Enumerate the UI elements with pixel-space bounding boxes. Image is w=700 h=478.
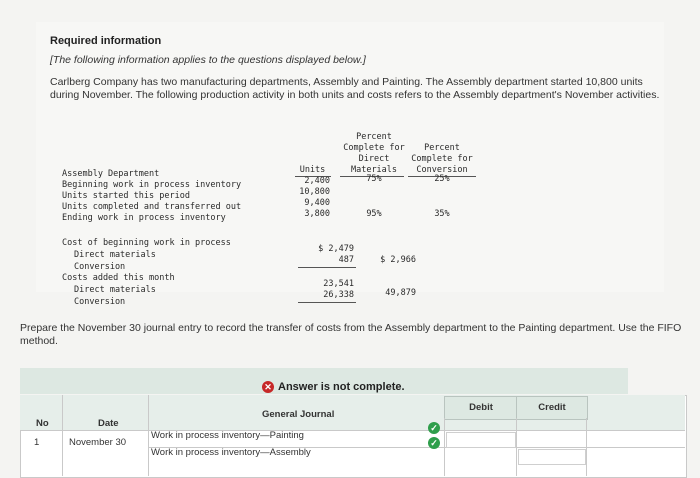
cost-label: Conversion xyxy=(74,262,126,272)
check-icon: ✓ xyxy=(428,437,440,449)
col-divider xyxy=(444,418,445,476)
question-prompt: Prepare the November 30 journal entry to record the transfer of costs from the Assembly department to the Painting department. Use the FIFO method. xyxy=(20,322,682,347)
cost-label: Cost of beginning work in process xyxy=(62,238,231,248)
prod-row-units: 10,800 xyxy=(299,187,330,197)
cost-total: 49,879 xyxy=(385,288,416,298)
answer-status xyxy=(262,381,405,393)
date-header: Date xyxy=(98,418,119,429)
cost-value: $ 2,479 xyxy=(318,244,354,254)
prod-row-materials: 95% xyxy=(366,209,382,219)
answer-status-text: Answer is not complete. xyxy=(278,381,405,393)
required-info-subtitle: [The following information applies to the questions displayed below.] xyxy=(50,54,366,66)
problem-intro: Carlberg Company has two manufacturing departments, Assembly and Painting. The Assembly department started 10,800 units during November. The following production activity in both units and costs refers to the Assembly department's November activities. xyxy=(50,76,660,101)
col-divider xyxy=(586,418,587,476)
prod-row-units: 9,400 xyxy=(304,198,330,208)
cost-rule xyxy=(298,302,356,303)
incorrect-icon: ✕ xyxy=(262,381,274,393)
prod-row-units: 2,400 xyxy=(304,176,330,186)
col-divider xyxy=(62,395,63,476)
account-input[interactable]: Work in process inventory—Painting xyxy=(151,430,304,441)
cost-value: 487 xyxy=(338,255,354,265)
cost-label: Costs added this month xyxy=(62,273,175,283)
prod-row-label: Units completed and transferred out xyxy=(62,202,242,212)
journal-title: General Journal xyxy=(262,409,335,420)
no-header: No xyxy=(36,418,49,429)
col-divider xyxy=(516,418,517,476)
col-header-materials: Percent Complete for Direct Materials xyxy=(343,132,405,175)
cost-label: Conversion xyxy=(74,297,126,307)
cost-total: $ 2,966 xyxy=(380,255,416,265)
entry-number: 1 xyxy=(34,437,40,448)
credit-header: Credit xyxy=(516,396,588,420)
prod-row-label: Units started this period xyxy=(62,191,190,201)
check-icon: ✓ xyxy=(428,422,440,434)
credit-input[interactable] xyxy=(518,449,586,465)
col-header-conversion: Percent Complete for Conversion xyxy=(411,143,473,175)
prod-row-label: Assembly Department xyxy=(62,169,160,179)
cost-value: 23,541 xyxy=(323,279,354,289)
col-header-units: Units xyxy=(299,165,326,175)
required-info-title: Required information xyxy=(50,35,162,47)
prod-row-materials: 75% xyxy=(366,174,382,184)
cost-label: Direct materials xyxy=(74,285,156,295)
cost-label: Direct materials xyxy=(74,250,156,260)
debit-header: Debit xyxy=(444,396,518,420)
cost-rule xyxy=(298,267,356,268)
prod-row-label: Beginning work in process inventory xyxy=(62,180,242,190)
prod-row-label: Ending work in process inventory xyxy=(62,213,226,223)
cost-value: 26,338 xyxy=(323,290,354,300)
account-input[interactable]: Work in process inventory—Assembly xyxy=(151,447,311,458)
debit-input[interactable] xyxy=(446,432,516,448)
prod-row-units: 3,800 xyxy=(304,209,330,219)
entry-date[interactable]: November 30 xyxy=(69,437,127,448)
prod-row-conversion: 35% xyxy=(434,209,450,219)
prod-row-conversion: 25% xyxy=(434,174,450,184)
col-divider xyxy=(148,395,149,476)
